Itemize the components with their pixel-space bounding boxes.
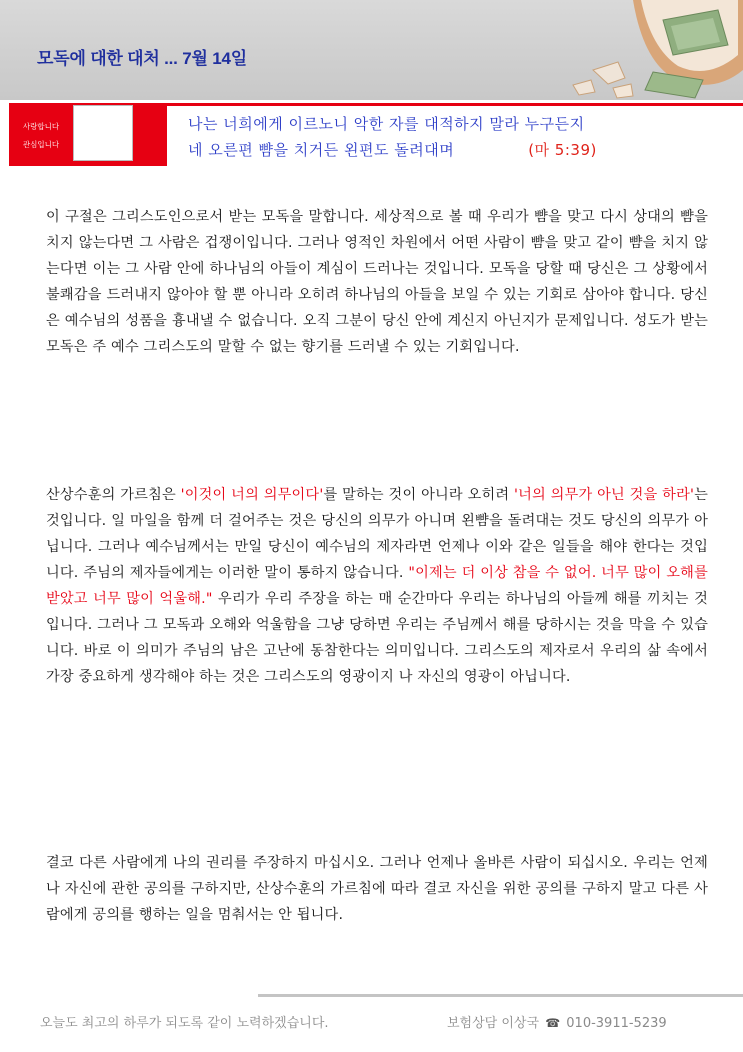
header-banner (0, 0, 743, 100)
phone-number: 010-3911-5239 (566, 1016, 667, 1031)
paragraph-2-text-3: 는 것입니다. 일 마일을 함께 더 걸어주는 것은 당신의 의무가 아니며 왼뺨을 돌려대는 것도 당신의 의무가 아닙니다. 그러나 예수님께서는 만일 당신이 예수님의 제자라면 언제나 이와 같은 일들을 해야 한다는 것입니다. 주님의 제자들에게는 이러한 말이 통하지 않습니다. (46, 487, 708, 581)
verse-line-2-text: 네 오른편 뺨을 치거든 왼편도 돌려대며 (188, 141, 455, 159)
footer-contact (447, 1012, 667, 1031)
slogan-badge (9, 103, 167, 166)
paragraph-2-quote-2: '너의 의무가 아닌 것을 하라' (514, 487, 695, 503)
contact-label: 보험상담 이상국 (447, 1016, 540, 1031)
paragraph-2-quote-1: '이것이 너의 의무이다' (180, 487, 324, 503)
page-title: 모독에 대한 대처 ... 7월 14일 (37, 49, 247, 68)
paragraph-2-text-1: 산상수훈의 가르침은 (46, 487, 181, 503)
broken-eggshell-money-illustration (513, 0, 743, 100)
paragraph-3: 결코 다른 사람에게 나의 권리를 주장하지 마십시오. 그러나 언제나 올바른 사람이 되십시오. 우리는 언제나 자신에 관한 공의를 구하지만, 산상수훈의 가르침에 따라 결코 자신을 위한 공의를 구하지 말고 다른 사람에게 공의를 행하는 일을 멈춰서는 안 됩니다. (46, 855, 708, 923)
telephone-icon: ☎ (545, 1016, 561, 1030)
paragraph-2-text-4: 우리가 우리 주장을 하는 매 순간마다 우리는 하나님의 아들께 해를 끼치는 것입니다. 그러나 그 모독과 오해와 억울함을 그냥 당하면 우리는 주님께서 해를 당하시는 것을 막을 수 있습니다. 바로 이 의미가 주님의 남은 고난에 동참한다는 의미입니다. 그리스도의 제자로서 우리의 삶 속에서 가장 중요하게 생각해야 하는 것은 그리스도의 영광이지 나 자신의 영광이 아닙니다. (46, 591, 708, 685)
badge-line-care: 관심입니다 (22, 140, 60, 149)
badge-blank-box (73, 105, 133, 161)
verse-reference: (마 5:39) (528, 141, 597, 159)
footer-divider (258, 994, 743, 997)
verse-line-1: 나는 너희에게 이르노니 악한 자를 대적하지 말라 누구든지 (188, 115, 585, 133)
footer-motto: 오늘도 최고의 하루가 되도록 같이 노력하겠습니다. (40, 1016, 329, 1031)
paragraph-2-quote-3: "이제는 더 이상 참을 수 없어. 너무 많이 오해를 받았고 너무 많이 억울해." (46, 565, 708, 607)
verse-line-2 (188, 137, 728, 163)
verse-divider (167, 103, 743, 106)
scripture-verse (188, 111, 728, 163)
paragraph-2 (46, 482, 708, 690)
badge-line-love: 사랑합니다 (22, 122, 60, 131)
paragraph-2-text-2: 를 말하는 것이 아니라 오히려 (323, 487, 514, 503)
paragraph-1: 이 구절은 그리스도인으로서 받는 모독을 말합니다. 세상적으로 볼 때 우리가 뺨을 맞고 다시 상대의 뺨을 치지 않는다면 그 사람은 겁쟁이입니다. 그러나 영적인 차원에서 어떤 사람이 뺨을 맞고 같이 뺨을 치지 않는다면 이는 그 사람 안에 하나님의 아들이 계심이 드러나는 것입니다. 모독을 당할 때 당신은 그 상황에서 불쾌감을 드러내지 않아야 할 뿐 아니라 오히려 하나님의 아들을 보일 수 있는 기회로 삼아야 합니다. 당신은 예수님의 성품을 흉내낼 수 없습니다. 오직 그분이 당신 안에 계신지 아닌지가 문제입니다. 성도가 받는 모독은 주 예수 그리스도의 말할 수 없는 향기를 드러낼 수 있는 기회입니다. (46, 209, 708, 355)
